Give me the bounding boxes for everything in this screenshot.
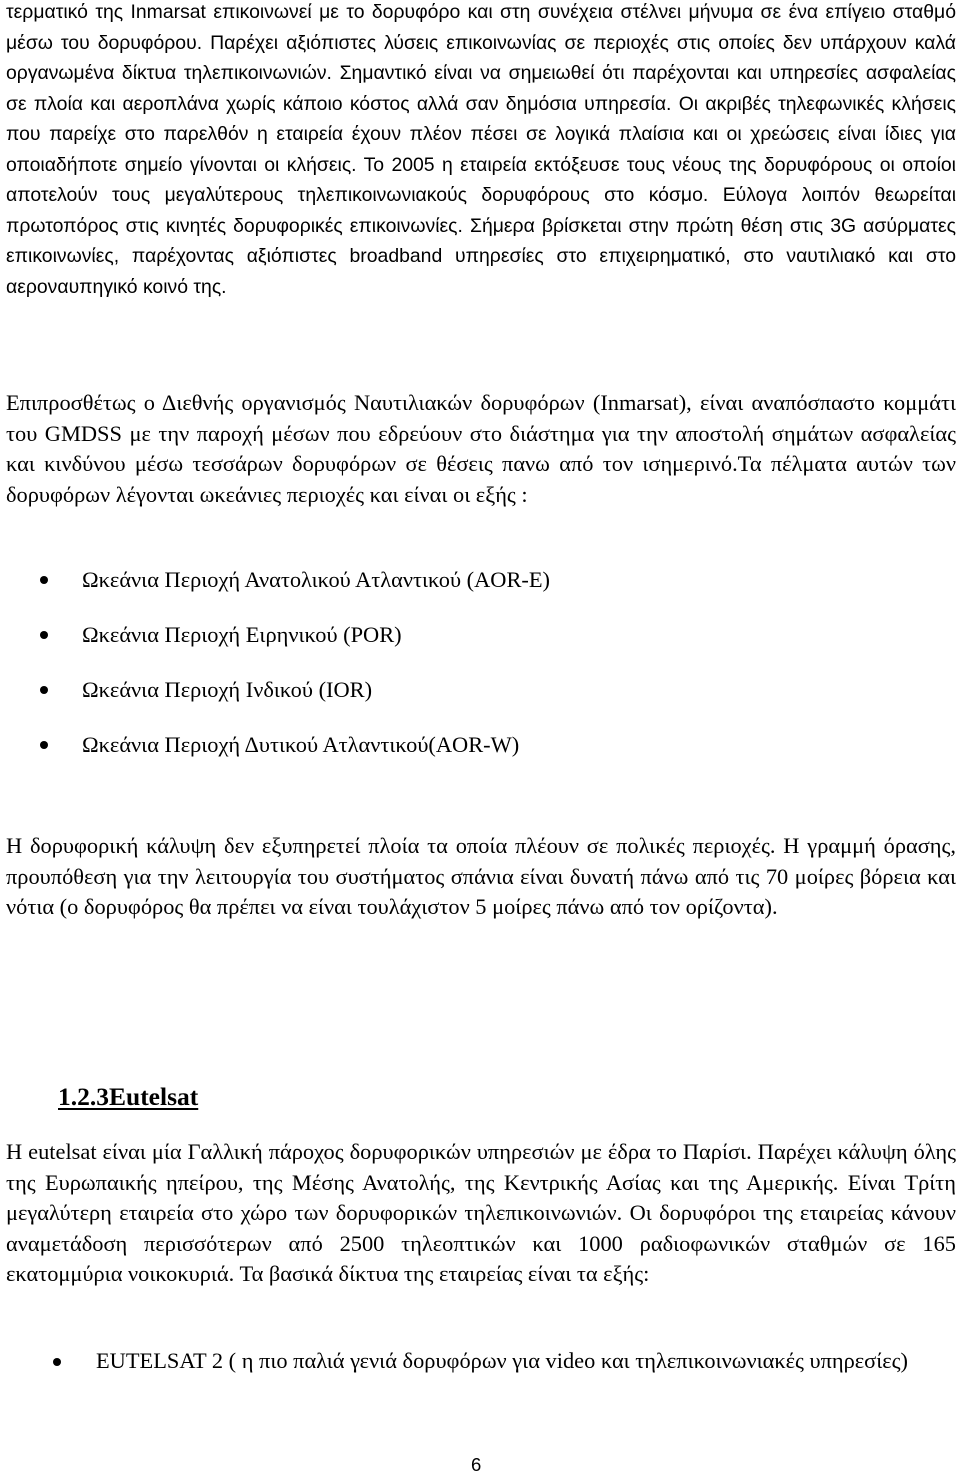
ocean-region-aor-w: Ωκεάνια Περιοχή Δυτικού Ατλαντικού(AOR-W) — [82, 732, 520, 757]
list-item — [0, 620, 550, 675]
bullet-icon — [40, 576, 48, 584]
bullet-icon — [40, 686, 48, 694]
paragraph-inmarsat-intro: τερματικό της Inmarsat επικοινωνεί με το δορυφόρο και στη συνέχεια στέλνει μήνυμα σε ένα επίγειο σταθμό μέσω του δορυφόρου. Παρέχει αξιόπιστες λύσεις επικοινωνίας σε περιοχές στις οποίες δεν υπάρχουν καλά οργανωμένα δίκτυα τηλεπικοινωνιών. Σημαντικό είναι να σημειωθεί ότι παρέχονται και υπηρεσίες ασφαλείας σε πλοία και αεροπλάνα χωρίς κάποιο κόστος αλλά σαν δημόσια υπηρεσία. Οι ακριβές τηλεφωνικές κλήσεις που παρείχε στο παρελθόν η εταιρεία έχουν πλέον πέσει σε λογικά πλαίσια και οι χρεώσεις είναι ίδιες για οποιαδήποτε σημείο γίνονται οι κλήσεις. Το 2005 η εταιρεία εκτόξευσε τους νέους της δορυφόρους οι οποίοι αποτελούν τους μεγαλύτερους τηλεπικοινωνιακούς δορυφόρους στο κόσμο. Εύλογα λοιπόν θεωρείται πρωτοπόρος στις κινητές δορυφορικές επικοινωνίες. Σήμερα βρίσκεται στην πρώτη θέση στις 3G ασύρματες επικοινωνίες, παρέχοντας αξιόπιστες broadband υπηρεσίες στο επιχειρηματικό, στο ναυτιλιακό και στο αεροναυπηγικό κοινό της. — [6, 1, 956, 298]
ocean-region-aor-e: Ωκεάνια Περιοχή Ανατολικού Ατλαντικού (AOR-E) — [82, 567, 550, 592]
paragraph-coverage: Η δορυφορική κάλυψη δεν εξυπηρετεί πλοία τα οποία πλέουν σε πολικές περιοχές. Η γραμμή όρασης, προυπόθεση για την λειτουργία του συστήματος σπάνια είναι δυνατή πάνω από τις 70 μοίρες βόρεια και νότια (ο δορυφόρος θα πρέπει να είναι τουλάχιστον 5 μοίρες πάνω από τον ορίζοντα). — [6, 833, 956, 919]
list-item — [0, 1346, 950, 1377]
eutelsat-network-item: EUTELSAT 2 ( η πιο παλιά γενιά δορυφόρων για video και τηλεπικοινωνιακές υπηρεσίες) — [96, 1348, 908, 1373]
ocean-region-ior: Ωκεάνια Περιοχή Ινδικού (IOR) — [82, 677, 373, 702]
list-item — [0, 565, 550, 620]
bullet-icon — [40, 631, 48, 639]
ocean-region-por: Ωκεάνια Περιοχή Ειρηνικού (POR) — [82, 622, 402, 647]
bullet-icon — [53, 1358, 61, 1366]
paragraph-inmarsat-gmdss: Επιπροσθέτως ο Διεθνής οργανισμός Ναυτιλιακών δορυφόρων (Inmarsat), είναι αναπόσπαστο κομμάτι του GMDSS με την παροχή μέσων που εδρεύουν στο διάστημα για την αποστολή σημάτων ασφαλείας και κινδύνου μέσω τεσσάρων δορυφόρων σε θέσεις πανω από τον ισημερινό.Τα πέλματα αυτών των δορυφόρων λέγονται ωκεάνιες περιοχές και είναι οι εξής : — [6, 390, 956, 507]
list-item — [0, 730, 550, 785]
paragraph-eutelsat-intro: Η eutelsat είναι μία Γαλλική πάροχος δορυφορικών υπηρεσιών με έδρα το Παρίσι. Παρέχει κάλυψη όλης της Ευρωπαικής ηπείρου, της Μέσης Ανατολής, της Κεντρικής Ασίας και της Αμερικής. Είναι Τρίτη μεγαλύτερη εταιρεία στο χώρο των δορυφορικών τηλεπικοινωνιών. Οι δορυφόροι της εταιρείας κάνουν αναμετάδοση περισσότερων από 2500 τηλεοπτικών και 1000 ραδιοφωνικών σταθμών σε 165 εκατομμύρια νοικοκυριά. Τα βασικά δίκτυα της εταιρείας είναι τα εξής: — [6, 1139, 956, 1286]
section-heading-eutelsat: 1.2.3Eutelsat — [58, 1082, 199, 1111]
bullet-icon — [40, 741, 48, 749]
eutelsat-networks-list — [0, 1346, 950, 1377]
list-item — [0, 675, 550, 730]
page-number: 6 — [471, 1454, 482, 1475]
ocean-regions-list — [0, 565, 550, 785]
